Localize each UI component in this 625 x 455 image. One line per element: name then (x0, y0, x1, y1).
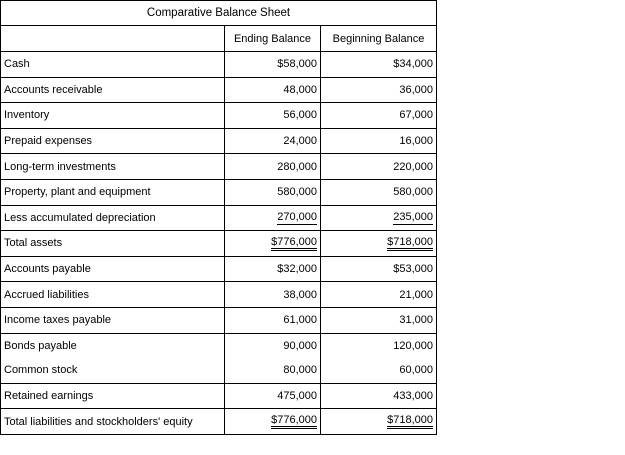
table-row (1, 409, 437, 435)
row-label: Accounts payable (1, 256, 225, 282)
ending-value-cell (225, 409, 321, 435)
header-blank-cell (1, 26, 225, 52)
ending-value: 280,000 (225, 154, 321, 180)
beginning-value: 21,000 (321, 282, 437, 308)
table-row (1, 52, 437, 78)
beginning-value: $34,000 (321, 52, 437, 78)
ending-value: 56,000 (225, 103, 321, 129)
beginning-value: 16,000 (321, 128, 437, 154)
table-row (1, 307, 437, 333)
ending-value: 90,000 (225, 333, 321, 358)
ending-value: 580,000 (225, 179, 321, 205)
beginning-value: 67,000 (321, 103, 437, 129)
ending-value: $58,000 (225, 52, 321, 78)
beginning-value: $718,000 (387, 236, 433, 251)
beginning-value-cell (321, 205, 437, 231)
header-beginning-balance: Beginning Balance (321, 26, 437, 52)
ending-value: 80,000 (225, 358, 321, 383)
row-label: Income taxes payable (1, 307, 225, 333)
beginning-value: 36,000 (321, 77, 437, 103)
row-label: Inventory (1, 103, 225, 129)
ending-value: 270,000 (277, 210, 317, 223)
beginning-value: 31,000 (321, 307, 437, 333)
beginning-value: 433,000 (321, 383, 437, 409)
table-row (1, 231, 437, 257)
ending-value: 61,000 (225, 307, 321, 333)
beginning-value: $53,000 (321, 256, 437, 282)
ending-value: 24,000 (225, 128, 321, 154)
beginning-value-cell (321, 409, 437, 435)
row-label: Less accumulated depreciation (1, 205, 225, 231)
ending-value-cell (225, 205, 321, 231)
row-label: Total assets (1, 231, 225, 257)
header-ending-balance: Ending Balance (225, 26, 321, 52)
ending-value: 38,000 (225, 282, 321, 308)
table-row (1, 256, 437, 282)
table-row (1, 333, 437, 358)
table-row (1, 128, 437, 154)
beginning-value: 60,000 (321, 358, 437, 383)
title-row (1, 1, 437, 26)
beginning-value-cell (321, 231, 437, 257)
row-label: Bonds payable (1, 333, 225, 358)
table-row (1, 77, 437, 103)
beginning-value: $718,000 (387, 414, 433, 429)
row-label: Property, plant and equipment (1, 179, 225, 205)
row-label: Total liabilities and stockholders' equity (1, 409, 225, 435)
sheet-title: Comparative Balance Sheet (1, 1, 437, 26)
ending-value: 48,000 (225, 77, 321, 103)
beginning-value: 235,000 (393, 210, 434, 223)
table-row (1, 205, 437, 231)
table-row (1, 282, 437, 308)
row-label: Accounts receivable (1, 77, 225, 103)
row-label: Common stock (1, 358, 225, 383)
ending-value: $776,000 (271, 414, 317, 429)
row-label: Long-term investments (1, 154, 225, 180)
table-row (1, 179, 437, 205)
row-label: Cash (1, 52, 225, 78)
ending-value: 475,000 (225, 383, 321, 409)
beginning-value: 220,000 (321, 154, 437, 180)
ending-value-cell (225, 231, 321, 257)
row-label: Retained earnings (1, 383, 225, 409)
ending-value: $776,000 (271, 236, 317, 251)
row-label: Accrued liabilities (1, 282, 225, 308)
ending-value: $32,000 (225, 256, 321, 282)
row-label: Prepaid expenses (1, 128, 225, 154)
beginning-value: 580,000 (321, 179, 437, 205)
table-row (1, 358, 437, 383)
table-row (1, 154, 437, 180)
beginning-value: 120,000 (321, 333, 437, 358)
table-row (1, 383, 437, 409)
table-row (1, 103, 437, 129)
header-row (1, 26, 437, 52)
